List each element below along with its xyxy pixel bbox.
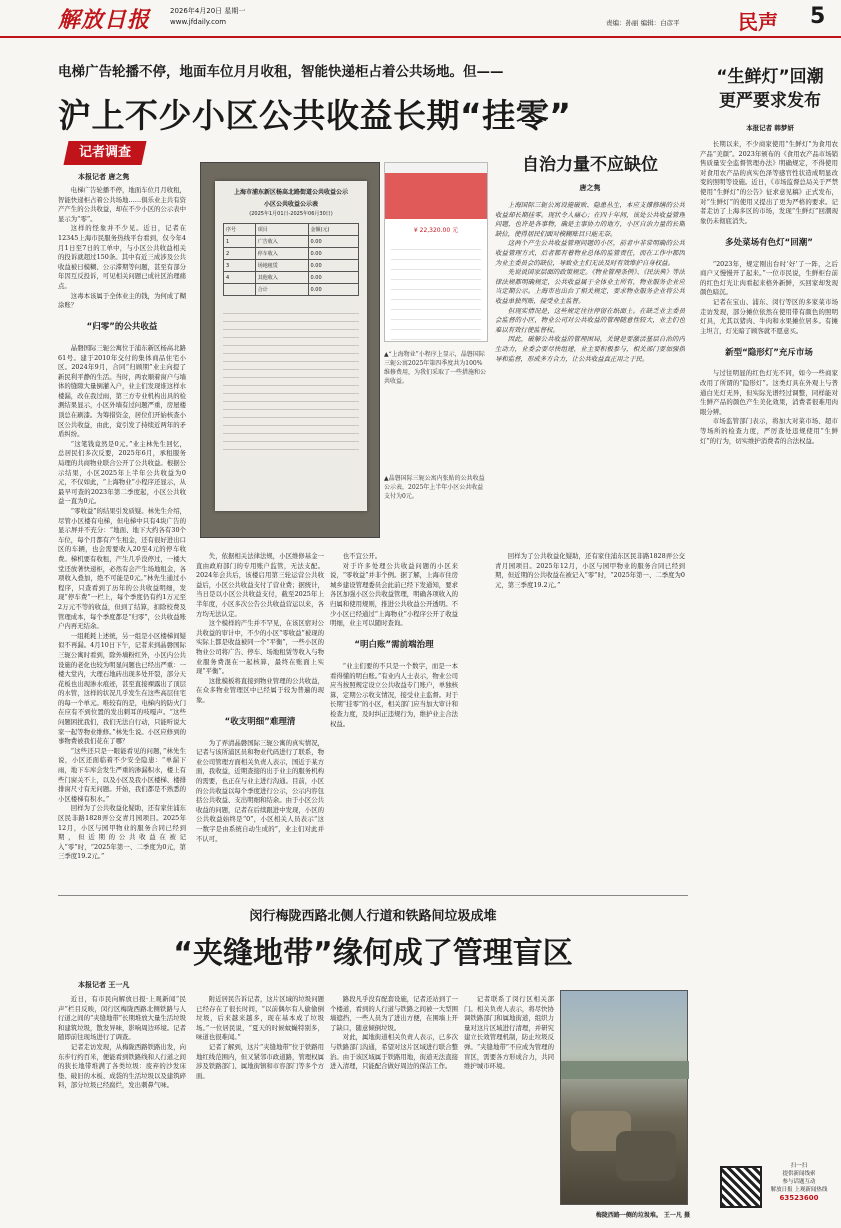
table-row: 合计 0.00 xyxy=(224,284,359,296)
story1-byline: 本报记者 唐之隽 xyxy=(78,173,130,181)
paragraph: 记者了解到，这片“夹缝地带”位于铁路用地红线范围内，但又紧邻市政道路，管理权属涉及铁路部门、属地街镇和市容部门等多个方面。 xyxy=(196,1042,324,1080)
paragraph: 回样为了公共收益化疑助，还有家住浦东区民非路1828弄公交青月园项目。2025年12月，小区与园甲物业的服务合同已经到期，但近期的公共收益在被记入“零”时，“2025年第一、二季度为0元，第三季度19.2元。” xyxy=(58,804,186,861)
qr-text: 扫一扫 xyxy=(790,1163,808,1169)
story3-column-2 xyxy=(196,995,324,1223)
qr-promo xyxy=(720,1162,830,1224)
paragraph: 一组耗耗上述统，另一组是小区楼梯间疑似不再漏。4月10日下午，记者来到晶磐国际三轭公寓时看到，除外墙粉红外，小区内公共设施的老化也较为明显问题也已经出严重：一楼大堂内，大理石地砖出现多处开裂，部分天花板也出现渗水痕迹，甚至直接裸露出了顶层的水管，这样的状况几乎发生在这些高层住宅的每一个单元。唯较有的是，电梯内的防火门在应有不到位置的发出刺耳的吱嘎声。“这些问题困扰我们，我们无法自行动，只能听说大家一起等物业维修。”林先生说。小区应修到的事物费被我们花在了哪？ xyxy=(58,631,186,746)
story1-kicker: 电梯广告轮播不停，地面车位月月收租，智能快递柜占着公共场地。但—— xyxy=(58,64,504,80)
paragraph: “这笔钱竟然是0元。”业主林先生回忆，总居民们多次反要，2025年6月，承租服务局理的共商物业联合公开了公共收益。根据公示结果，小区2025年上半年公共收益为0元，不仅如此，“上海物业”小程序还显示，从最早可查的2023年第二季度起，小区公共收益一直为0元。 xyxy=(58,439,186,506)
issue-date: 2026年4月20日 星期一 xyxy=(170,7,246,15)
paragraph: 这两个产生公共收益管理问题的小区，前者中非常明确的公共收益管理方式，后者都有着物业总体的监管责任，而在工作中都因为业主委员会的缺位，导致业主们无法及时有效维护自身权益。 xyxy=(495,239,685,267)
masthead xyxy=(0,0,841,38)
paragraph: 失，依据相关法律法规，小区维修基金一直由政府部门的专用账户监管，无法支配。2024年会共后，该楼启用第三轮运营公共收益后，小区公共收益支付了营业费；据统计，当日是以小区公共收益支付，截至2025年上半年度，小区多次公告公共收益营运以来，各方均无法认定。 xyxy=(196,552,324,618)
paragraph: 晶磐国际三轭公寓位于浦东新区杨高北路61号。建于2010年交付的集体商品住宅小区。2024年9月，合同“归顾期”业主向提了新民利平静的生活。当时，两农顺着窗户与墙体的缝隙大量倒灌入户，业主们发现谁这样水楼漏，改在我过雨，第三方专业机构出具的检测结果显示，小区外墙有过问题严重，房屋楼顶总在刷漆。为筹措资金，居位们开始核查小区公共收益，由此，竟引发了持续近两年的矛盾纠纷。 xyxy=(58,343,186,439)
story3-headline: “夹缝地带”缘何成了管理盲区 xyxy=(173,936,573,971)
paragraph: 对于许多处理公共收益问题的小区来说，“零收益”并非个例。据了解，上海市住房城乡建设管理委员会此前已经下发通知，要求各区加强小区公共收益管理，明确各项收入的归属和使用规则，推进公共收益公开透明。不少小区已经通过“上海物业”小程序公开了收益明细，业主可以随时查询。 xyxy=(330,561,458,628)
notice-subtitle: 小区公共收益公示表 xyxy=(263,201,318,208)
paragraph: 记者在宝山、浦东、闵行等区的多家菜市场走访发现，部分摊位依然在使用带有颜色的照明灯具，尤其以猪肉、牛肉和水果摊位居多。有摊主坦言，灯光暗了顾客就不愿意买。 xyxy=(700,297,838,335)
paragraph: 也不宜公开。 xyxy=(342,552,382,560)
trash-photo xyxy=(560,990,688,1205)
paragraph: 对此，属地街道相关负责人表示，已多次与铁路部门沟通，希望对这片区域进行联合整治。由于该区域属于铁路用地，街道无法直接进入清理，只能配合做好周边的保洁工作。 xyxy=(330,1033,458,1071)
table-row: 1 广告收入 0.00 xyxy=(224,236,359,248)
paragraph: 路段凡乎没有配套设施，记者还站到了一个楼道，看到的人行道与铁路之间被一大型围墙遮挡，一些人员为了进出方便，在围墙上开了缺口，随意倾倒垃圾。 xyxy=(330,995,458,1032)
subhead: 多处菜场有色灯“回潮” xyxy=(725,237,813,248)
paragraph: 附近居民告诉记者，这片区域的垃圾问题已经存在了很长时间，“以前偶尔有人偷偷倒垃圾，后来越来越多，现在基本成了垃圾场。”一位居民说，“夏天的时候蚊蝇特别多，味道也很难闻。” xyxy=(196,995,324,1042)
paragraph: 这个模样的产生并不罕见，在该区宿对公共收益的审计中，不少的小区“零收益”被现的实际上都是收益被同一个“平衡”，一些小区的物业公司将广告、停车、场地租赁等收入与物业服务费混在一起核算，最终在账面上实现“平衡”。 xyxy=(196,619,324,676)
subhead: “明白账”需前端治理 xyxy=(354,640,434,651)
paragraph: 长期以来，不少商家使用“生鲜灯”为食用农产品“美颜”。2023年颁布的《食用农产品市场销售质量安全监督管理办法》明确规定，不得使用对食用农产品的真实色泽等感官性状造成明显改变的照明等设施。近日，《市场监督总局关于严禁使用“生鲜灯”的公告》征求意见稿》正式发布，对“生鲜灯”的使用又提出了更为严格的要求。记者走访了上海多区的市场，发现“生鲜灯”回潮现象仍未彻底消失。 xyxy=(700,140,838,225)
table-row: 3 场地租赁 0.00 xyxy=(224,260,359,272)
story2-byline: 唐之隽 xyxy=(579,184,601,192)
notice-caption: ▲晶磐国际三轭公寓内张贴的公共收益公示表，2025年上半年小区公共收益支付为0元。 xyxy=(384,475,485,500)
newspaper-logo: 解放日报 xyxy=(58,7,151,33)
qr-text: 参与话题互动 xyxy=(782,1179,816,1185)
story1-column-3 xyxy=(330,552,458,892)
story4-headline-1: “生鲜灯”回潮 xyxy=(716,67,824,87)
paragraph: 因此，破解公共收益的管理困局，关键是要激活基层自治的内生动力，业委会要尽快组建，业主要积极参与，相关部门要加强指导和监督，形成多方合力，让公共收益真正用之于民。 xyxy=(495,335,685,363)
site-url[interactable]: www.jfdaily.com xyxy=(170,18,227,26)
story2-title: 自治力量不应缺位 xyxy=(522,155,658,175)
story1-column-1 xyxy=(58,186,186,891)
story3-column-4 xyxy=(464,995,554,1223)
subhead: “归零”的公共收益 xyxy=(86,322,158,333)
subhead: 新型“隐形灯”充斥市场 xyxy=(725,347,813,358)
paragraph: 近日，有市民向解放日报·上观新闻“民声”栏目反映，闵行区梅陇西路北侧铁路与人行道之间的“夹缝地带”长期堆放大量生活垃圾和建筑垃圾，散发异味，影响周边环境。记者随即前往现场进行了调查。 xyxy=(58,995,186,1042)
story3-byline: 本报记者 王一凡 xyxy=(78,981,130,989)
story1-tag xyxy=(63,141,146,165)
paragraph: “2023年，规定刚出台时‘好’了一阵，之后商户又慢慢开了起来。”一位市民说，生鲜柜台前的红色灯光让肉看起来格外新鲜，买回家却发现颜色暗沉。 xyxy=(700,259,838,297)
notice-table xyxy=(223,223,359,296)
story1-column-2 xyxy=(196,552,324,892)
section-name: 民声 xyxy=(738,10,778,34)
story4-headline-2: 更严要求发布 xyxy=(719,91,821,111)
story2-box xyxy=(495,150,685,550)
paragraph: 回样为了公共收益化疑助，还有家住浦东区民非路1828弄公交青月园项目。2025年12月，小区与园甲物业的服务合同已经到期，但近期的公共收益在被记入“零”时，“2025年第一、二季度为0元，第三季度19.2元。” xyxy=(495,552,685,589)
notice-board-photo xyxy=(200,162,380,538)
story3-kicker: 闵行梅陇西路北侧人行道和铁路间垃圾成堆 xyxy=(249,909,497,924)
table-row: 4 其他收入 0.00 xyxy=(224,272,359,284)
table-row: 序号 项目 金额(元) xyxy=(224,224,359,236)
paragraph: “零收益”的结果引发质疑。林先生介绍，尽管小区楼有电梯，但电梯中只有4块广告的显示屏并不充分：“地面、地下大约各有30个车位，每个月都有产生租金，还有很好进出口区的车辆，也会需要收入20至4元的停车收费。梯机要有收租，产生几乎没停过，一楼大堂还放著快递柜，必然有会产生场地租金，各项收入叠加，绝不可能是0元。”林先生通过小程序，只查看到了历年的公共收益明细，发现“停车费”一栏上，每个季度仍有约1万元至2万元不等的收益，但到了结算，扣除校费及管理成本，每个季度都是“归零”，公共收益账户内再无结余。 xyxy=(58,507,186,631)
paragraph: “这些还只是一眼能看见的问题，”林先生说，小区还面临着不少安全隐患：“单漏下雨，地下车库会发生严重的渗漏积水，楼上有些门窗关不上，以及小区及我小区楼梯、楼排排窗尺寸有无问题。开始，我们都是不熟悉的小区楼梯有积水。” xyxy=(58,746,186,803)
story3-column-1 xyxy=(58,995,186,1223)
hotline-number: 63523600 xyxy=(779,1194,819,1202)
qr-code[interactable] xyxy=(720,1166,762,1208)
paragraph: 市场监管部门表示，将加大对菜市场、超市等场所的检查力度，严厉查处违规使用“生鲜灯”的行为，切实维护消费者的合法权益。 xyxy=(700,417,838,445)
table-row: 2 停车收入 0.00 xyxy=(224,248,359,260)
paragraph: 先说说国家层面的政策规定。《物业管理条例》、《民法典》等法律法规都明确规定，公共收益属于全体业主所有，物业服务企业应当定期公示。上海市也出台了相关规定，要求物业服务企业将公共收益单独列账，接受业主监督。 xyxy=(495,268,685,305)
paragraph: 这样的怪象并不少见。近日，记者在12345上海市民服务热线平台看到，仅今年4月1日至7日的工单中，与小区公共收益相关的投诉就超过150条。其中有近三成涉及公共收益被日模糊、公示滞期等问题，甚至有部分年因互反投诉，可见相关问题已成社区治理痛点。 xyxy=(58,224,186,290)
paragraph: “业主们要的不只是一个数字，而是一本看得懂的明白账。”有业内人士表示，物业公司应当按照规定设立公共收益专门账户，单独核算，定期公示收支情况，接受业主监督。对于长期“挂零”的小区，相关部门应当加大审计和检查力度，及时纠正违规行为，维护业主合法权益。 xyxy=(330,661,458,728)
story3-rule xyxy=(58,895,688,896)
page-number: 5 xyxy=(810,4,826,29)
story4-byline: 本报记者 韩梦妍 xyxy=(746,124,794,132)
bank-amount: ¥ 22,320.00 元 xyxy=(413,227,459,234)
story1-tag-label: 记者调查 xyxy=(78,145,131,160)
paragraph: 记者走访发现，从梅陇西路铁路出发，向东步行约百米，便能看到铁路线和人行道之间的狭长地带堆满了各类垃圾：废弃的沙发床垫、破旧的木板、成袋的生活垃圾以及建筑碎料，部分垃圾已经腐烂，发出刺鼻气味。 xyxy=(58,1042,186,1090)
qr-text: 提供新闻线索 xyxy=(782,1171,816,1177)
trash-photo-caption: 梅陇西路一侧的垃圾堆。 王一凡 摄 xyxy=(595,1212,690,1219)
paragraph: 记者联系了闵行区相关部门。相关负责人表示，将尽快协调铁路部门和属地街道，组织力量对这片区域进行清理，并研究建立长效管理机制，防止垃圾反弹。“夹缝地带”不应成为管理的盲区，需要各方形成合力，共同维护城市环境。 xyxy=(464,995,554,1071)
paragraph: 与过往明显的红色灯光不同，如今一些商家改用了所谓的“隐形灯”。这类灯具在外观上与普通白光灯无异，但实际光谱经过调整，同样能对生鲜产品的颜色产生美化效果，消费者很难用肉眼分辨。 xyxy=(700,369,838,416)
phone-screenshot xyxy=(384,162,488,342)
editor-credits: 责编：孙丽 编辑：白彦平 xyxy=(606,19,680,27)
story4-body xyxy=(700,140,838,1160)
notice-period: (2025年1月01日-2025年06月30日) xyxy=(249,211,333,217)
paragraph: 电梯广告轮播不停，地面车位月月收租，智能快递柜占着公共场地……俱乐业主共有资产产生的公共收益，却在不少小区的公示表中显示为“零”。 xyxy=(58,186,186,223)
phone-caption: ▲“上海物业”小程序上显示，晶磐国际三轭公寓2025年第四季度共为100%维修费用，为我们采取了一些措施和公共收益。 xyxy=(384,351,487,385)
story2-body xyxy=(495,201,685,541)
qr-text: 解放日报 上观新闻热线 xyxy=(770,1187,828,1193)
notice-title: 上海市浦东新区杨高北路街道公共收益公示 xyxy=(233,189,348,196)
paragraph: 这毒本该属于全体业主的钱，为何成了糊涂账？ xyxy=(58,291,186,310)
notice-sheet xyxy=(215,181,367,511)
story1-headline: 沪上不少小区公共收益长期“挂零” xyxy=(58,96,572,135)
paragraph: 上海国际三轭公寓设施破败、隐患丛生，本应支撑修缮的公共收益却长期挂零。现状令人痛心；在四十年间，该处公共收益管理问题，也许是各事物，确是主事协力的地方，小区自治力量的长期缺位，使得居民们面对模糊账目只能无奈。 xyxy=(495,201,685,238)
paragraph: 但现实情况是，这些规定往往停留在纸面上。在缺乏业主委员会监督的小区，物业公司对公共收益的管理随意性较大，业主们也难以有效行使监督权。 xyxy=(495,306,685,334)
paragraph: 为了弄清晶磐国际三轭公寓的真实情况，记者与该所浦区员和物业代码进行了联系，物业公司管理方面相关负责人表示，国近于某方面，我收益，近期查接的出于业主的服务机构的需要，也正在与业主进行沟通。目前，小区的公共收益以每个季度进行公示，公示内容包括公共收益、支出明细和结余。由于小区公共收益的问题，记者在后续跟进中发现，小区的公共收益始终是“0”，小区相关人员表示“这一数字是由系统自动生成的”，业主们对此并不认可。 xyxy=(196,738,324,843)
subhead: “收支明细”难理清 xyxy=(224,717,296,728)
story3-column-3 xyxy=(330,995,458,1223)
paragraph: 这批模板将直接到物业管理的公共收益，在众多物业管理区中已经属于较为普遍的现象。 xyxy=(196,676,324,704)
story1-column-4 xyxy=(495,552,685,892)
